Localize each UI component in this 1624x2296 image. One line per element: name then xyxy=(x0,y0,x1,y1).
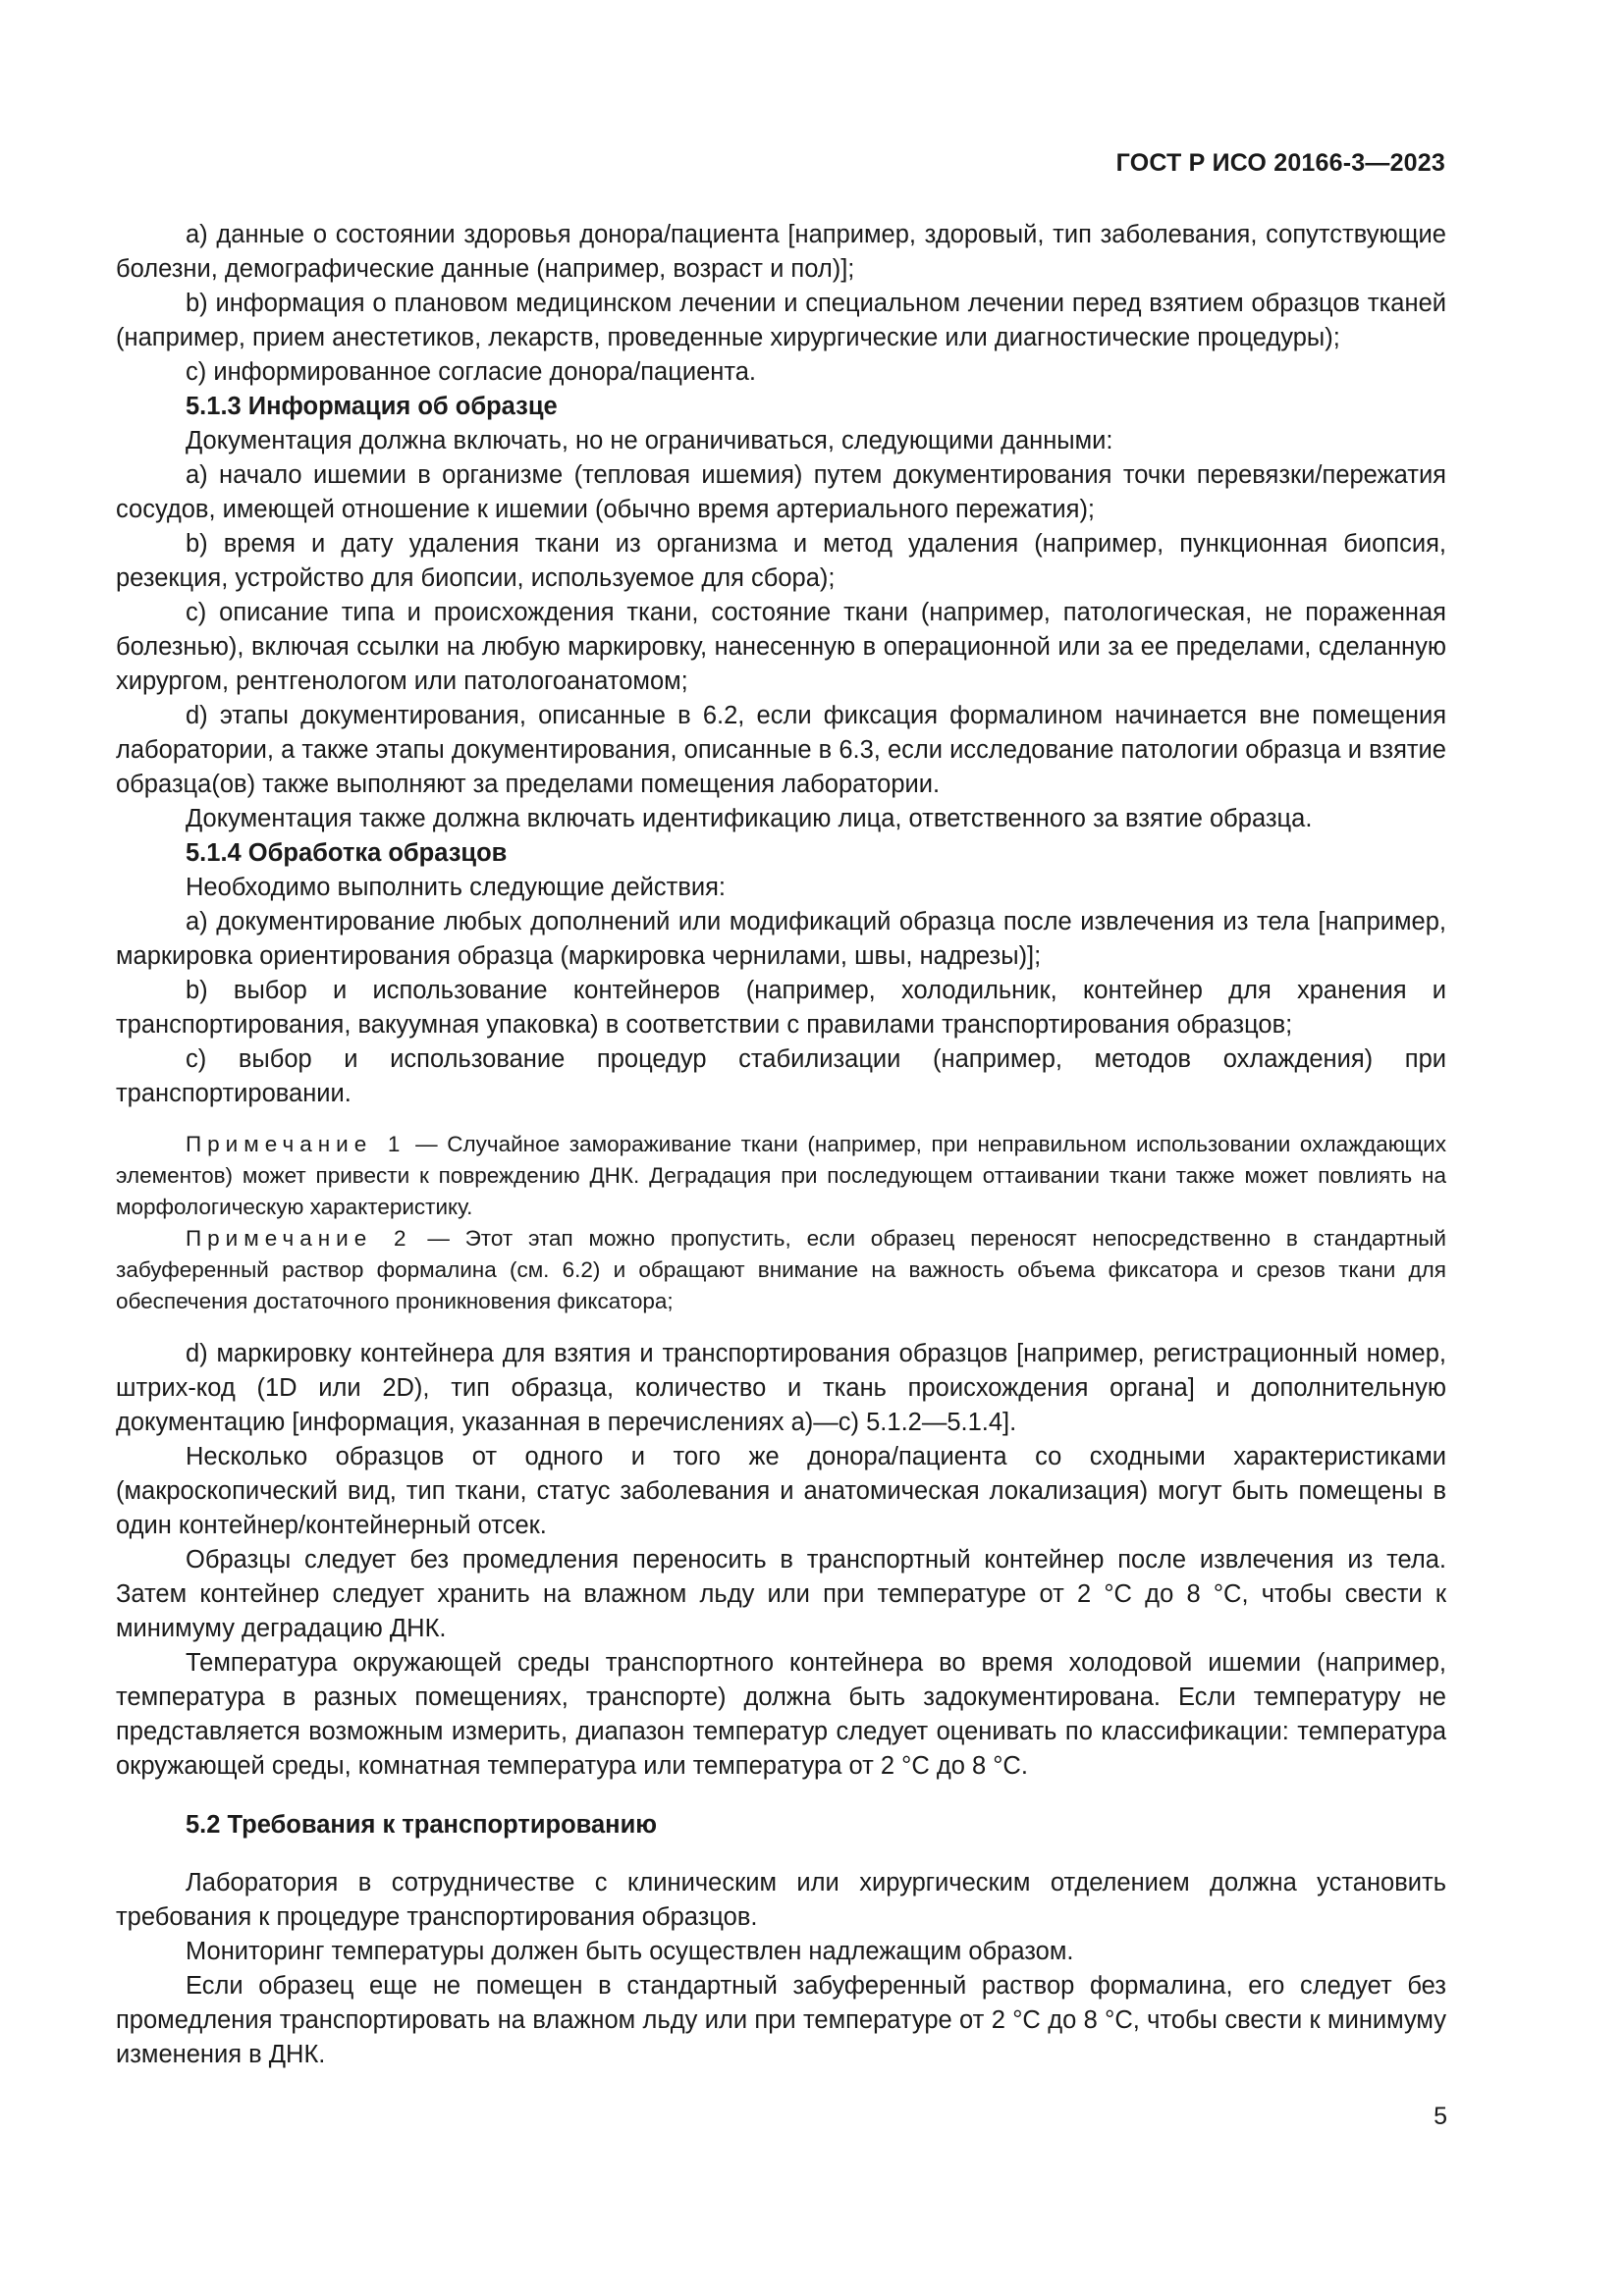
paragraph-planned-treatment: b) информация о плановом медицинском лечении и специальном лечении перед взятием образцов тканей (например, прием анестетиков, лекарств, проведенные хирургические или диагностические процедуры); xyxy=(116,290,1446,351)
note-1 xyxy=(116,1129,1446,1223)
paragraph-lab-cooperation: Лаборатория в сотрудничестве с клиническим или хирургическим отделением должна установить требования к процедуре транспортирования образцов. xyxy=(116,1869,1446,1931)
paragraph-transport-on-ice: Если образец еще не помещен в стандартный забуференный раствор формалина, его следует без промедления транспортировать на влажном льду или при температуре от 2 °C до 8 °C, чтобы свести к минимуму изменения в ДНК. xyxy=(116,1972,1446,2068)
paragraph-removal-time: b) время и дату удаления ткани из организма и метод удаления (например, пункционная биопсия, резекция, устройство для биопсии, используемое для сбора); xyxy=(116,530,1446,592)
paragraph-temperature-monitoring: Мониторинг температуры должен быть осуществлен надлежащим образом. xyxy=(186,1938,1074,1965)
paragraph-container-labeling: d) маркировку контейнера для взятия и транспортирования образцов [например, регистрационный номер, штрих-код (1D или 2D), тип образца, количество и ткань происхождения органа] и дополнительную документацию [информация, указанная в перечислениях a)—c) 5.1.2—5.1.4]. xyxy=(116,1340,1446,1436)
paragraph-stabilization: c) выбор и использование процедур стабилизации (например, методов охлаждения) при транспортировании. xyxy=(116,1045,1446,1107)
section-heading-5-1-3: 5.1.3 Информация об образце xyxy=(186,393,558,420)
paragraph-informed-consent: c) информированное согласие донора/пациента. xyxy=(186,358,757,386)
paragraph-documentation-stages: d) этапы документирования, описанные в 6.2, если фиксация формалином начинается вне помещения лаборатории, а также этапы документирования, описанные в 6.3, если исследование патологии образца и взятие образца(ов) также выполняют за пределами помещения лаборатории. xyxy=(116,702,1446,798)
paragraph-modifications: a) документирование любых дополнений или модификаций образца после извлечения из тела [например, маркировка ориентирования образца (маркировка чернилами, швы, надрезы)]; xyxy=(116,908,1446,970)
note-1-label: Примечание 1 xyxy=(186,1132,406,1156)
note-2-text: — Этот этап можно пропустить, если образец переносят непосредственно в стандартный забуференный раствор формалина (см. 6.2) и обращают внимание на важность объема фиксатора и срезов ткани для обеспечения достаточного проникновения фиксатора; xyxy=(116,1226,1447,1313)
section-heading-5-1-4: 5.1.4 Обработка образцов xyxy=(186,839,508,867)
paragraph-transport-container: Образцы следует без промедления переносить в транспортный контейнер после извлечения из тела. Затем контейнер следует хранить на влажном льду или при температуре от 2 °C до 8 °C, чтобы свести к минимуму деградацию ДНК. xyxy=(116,1546,1446,1642)
paragraph-tissue-description: c) описание типа и происхождения ткани, состояние ткани (например, патологическая, не пораженная болезнью), включая ссылки на любую маркировку, нанесенную в операционной или за ее пределами, сделанную хирургом, рентгенологом или патологоанатомом; xyxy=(116,599,1446,695)
paragraph-actions-intro: Необходимо выполнить следующие действия: xyxy=(186,874,727,901)
note-2 xyxy=(116,1223,1446,1317)
section-heading-5-2: 5.2 Требования к транспортированию xyxy=(186,1811,658,1839)
note-1-text: — Случайное замораживание ткани (например, при неправильном использовании охлаждающих элементов) может привести к повреждению ДНК. Деградация при последующем оттаивании ткани также может повлиять на морфологическую характеристику. xyxy=(116,1132,1446,1219)
paragraph-documentation-intro: Документация должна включать, но не ограничиваться, следующими данными: xyxy=(186,427,1113,454)
paragraph-responsible-person: Документация также должна включать идентификацию лица, ответственного за взятие образца. xyxy=(186,805,1313,832)
page-number: 5 xyxy=(1434,2103,1447,2130)
note-2-label: Примечание 2 xyxy=(186,1226,412,1251)
paragraph-ischemia-start: a) начало ишемии в организме (тепловая ишемия) путем документирования точки перевязки/пережатия сосудов, имеющей отношение к ишемии (обычно время артериального пережатия); xyxy=(116,461,1446,523)
standard-id-header: ГОСТ Р ИСО 20166-3—2023 xyxy=(1115,149,1445,177)
paragraph-donor-health: a) данные о состоянии здоровья донора/пациента [например, здоровый, тип заболевания, сопутствующие болезни, демографические данные (например, возраст и пол)]; xyxy=(116,221,1446,283)
paragraph-multiple-samples: Несколько образцов от одного и того же донора/пациента со сходными характеристиками (макроскопический вид, тип ткани, статус заболевания и анатомическая локализация) могут быть помещены в один контейнер/контейнерный отсек. xyxy=(116,1443,1446,1539)
paragraph-containers: b) выбор и использование контейнеров (например, холодильник, контейнер для хранения и транспортирования, вакуумная упаковка) в соответствии с правилами транспортирования образцов; xyxy=(116,977,1446,1039)
paragraph-ambient-temperature: Температура окружающей среды транспортного контейнера во время холодовой ишемии (например, температура в разных помещениях, транспорте) должна быть задокументирована. Если температуру не представляется возможным измерить, диапазон температур следует оценивать по классификации: температура окружающей среды, комнатная температура или температура от 2 °C до 8 °C. xyxy=(116,1649,1446,1780)
document-body xyxy=(116,218,1446,2072)
